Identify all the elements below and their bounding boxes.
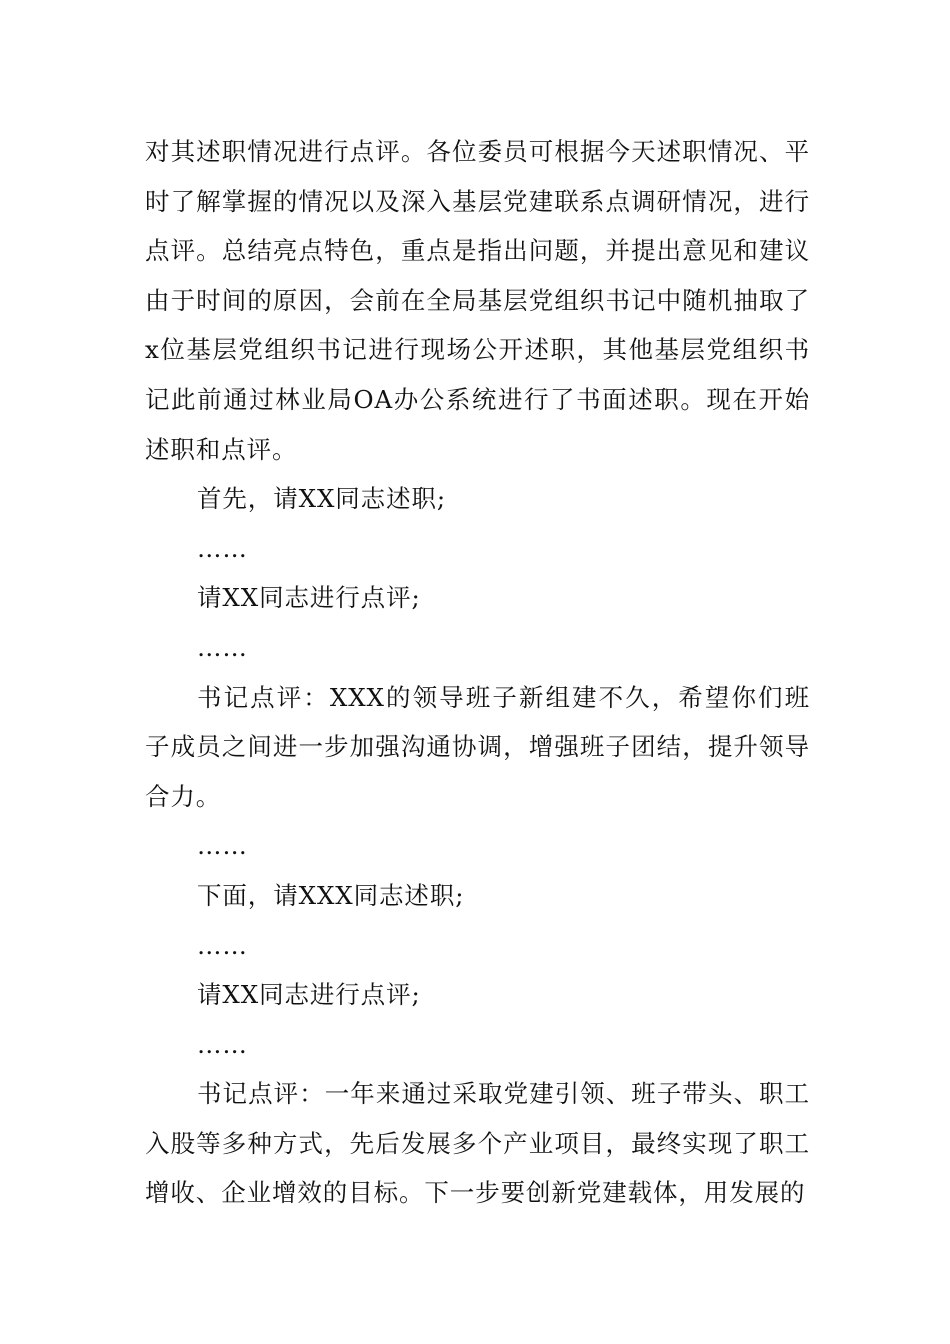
- paragraph-secretary-comment-2: 书记点评：一年来通过采取党建引领、班子带头、职工入股等多种方式，先后发展多个产业项目，最终实现了职工增收、企业增效的目标。下一步要创新党建载体，用发展的: [145, 1079, 810, 1208]
- paragraph-opening: 对其述职情况进行点评。各位委员可根据今天述职情况、平时了解掌握的情况以及深入基层党建联系点调研情况，进行点评。总结亮点特色，重点是指出问题，并提出意见和建议由于时间的原因，会前在全局基层党组织书记中随机抽取了x位基层党组织书记进行现场公开述职，其他基层党组织书记此前通过林业局OA办公系统进行了书面述职。现在开始述职和点评。: [145, 137, 810, 464]
- paragraph-ellipsis: ……: [197, 831, 248, 861]
- paragraph-ellipsis: ……: [197, 930, 248, 960]
- paragraph-ellipsis: ……: [197, 1029, 248, 1059]
- paragraph-first-review: 请XX同志进行点评;: [197, 583, 421, 613]
- paragraph-first-report: 首先，请XX同志述职;: [197, 484, 447, 514]
- paragraph-second-review: 请XX同志进行点评;: [197, 980, 421, 1010]
- paragraph-secretary-comment-1: 书记点评：XXX的领导班子新组建不久，希望你们班子成员之间进一步加强沟通协调，增强班子团结，提升领导合力。: [145, 682, 810, 811]
- paragraph-ellipsis: ……: [197, 533, 248, 563]
- paragraph-second-report: 下面，请XXX同志述职;: [197, 880, 465, 910]
- paragraph-ellipsis: ……: [197, 632, 248, 662]
- document-body: [145, 127, 810, 1218]
